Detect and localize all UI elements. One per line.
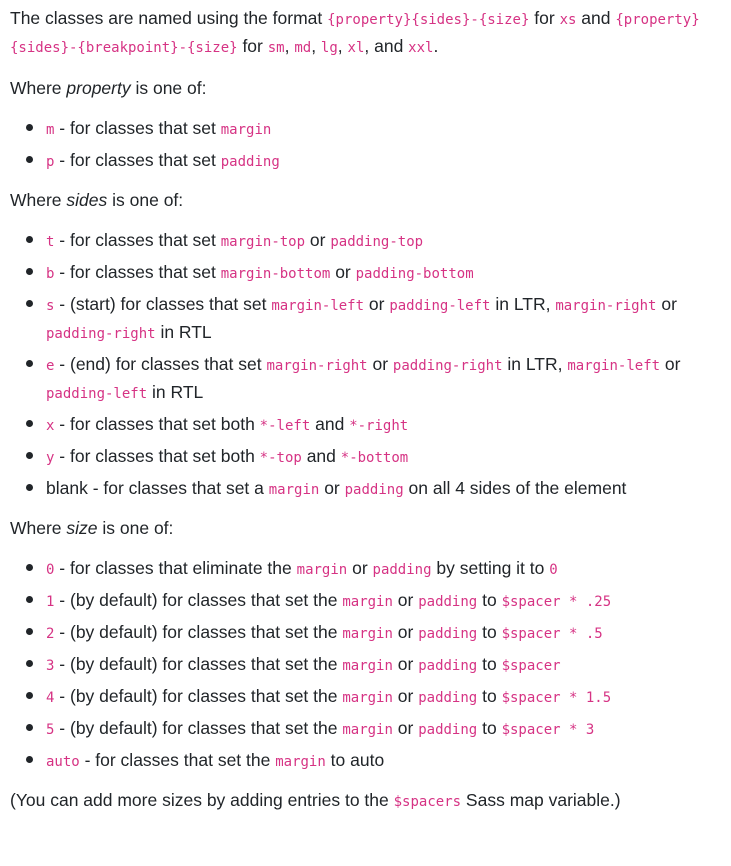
text: blank - for classes that set a: [46, 478, 269, 498]
text: - (start) for classes that set: [54, 294, 272, 314]
code: 5: [46, 722, 55, 738]
text: - for classes that set: [54, 262, 221, 282]
text: or: [367, 354, 393, 374]
text: , and: [364, 36, 409, 56]
code: s: [46, 298, 55, 314]
text: or: [330, 262, 356, 282]
text: is one of:: [97, 518, 174, 538]
breakpoint-code: xs: [559, 12, 577, 28]
text: Where: [10, 518, 67, 538]
emphasis: size: [66, 518, 98, 538]
text: Sass map variable.): [461, 790, 621, 810]
text: for: [529, 8, 560, 28]
list-item: [46, 290, 723, 346]
text: (You can add more sizes by adding entries to the: [10, 790, 394, 810]
text: - for classes that set: [54, 150, 221, 170]
code: e: [46, 358, 55, 374]
text: - (by default) for classes that set the: [54, 654, 343, 674]
text: - for classes that set the: [79, 750, 276, 770]
text: on all 4 sides of the element: [403, 478, 627, 498]
text: The classes are named using the format: [10, 8, 328, 28]
code: padding-left: [389, 298, 491, 314]
list-item: [46, 746, 723, 774]
text: - (end) for classes that set: [54, 354, 267, 374]
text: or: [364, 294, 390, 314]
code: $spacers: [393, 794, 462, 810]
code: padding-top: [330, 234, 424, 250]
breakpoint-code: lg: [320, 40, 338, 56]
text: by setting it to: [431, 558, 550, 578]
code: x: [46, 418, 55, 434]
code: margin-right: [555, 298, 657, 314]
list-item: [46, 586, 723, 614]
text: - for classes that set both: [54, 446, 260, 466]
code: margin: [275, 754, 326, 770]
naming-format-paragraph: [10, 4, 723, 60]
breakpoint-code: sm: [267, 40, 285, 56]
code: *-bottom: [340, 450, 409, 466]
list-item: [46, 442, 723, 470]
list-item: [46, 554, 723, 582]
text: to: [477, 590, 502, 610]
code: margin-bottom: [220, 266, 331, 282]
text: Where: [10, 78, 67, 98]
code: $spacer * .25: [501, 594, 612, 610]
text: - for classes that set: [54, 230, 221, 250]
breakpoint-code: xl: [347, 40, 365, 56]
code: $spacer: [501, 658, 561, 674]
text: in RTL: [147, 382, 204, 402]
text: ,: [337, 36, 348, 56]
breakpoint-code: xxl: [408, 40, 434, 56]
size-list: [10, 554, 723, 774]
code: margin-top: [220, 234, 306, 250]
code: 1: [46, 594, 55, 610]
list-item: [46, 682, 723, 710]
property-list: [10, 114, 723, 174]
text: or: [392, 590, 419, 610]
code: margin: [342, 690, 393, 706]
text: and: [301, 446, 341, 466]
list-item: [46, 258, 723, 286]
footer-note: [10, 786, 723, 814]
text: in RTL: [155, 322, 212, 342]
text: - (by default) for classes that set the: [54, 718, 343, 738]
text: - (by default) for classes that set the: [54, 622, 343, 642]
code: 3: [46, 658, 55, 674]
format-code: {property}{sides}-{size}: [327, 12, 530, 28]
text: or: [392, 718, 419, 738]
code: $spacer * .5: [501, 626, 603, 642]
text: - (by default) for classes that set the: [54, 686, 343, 706]
code: auto: [46, 754, 80, 770]
text: or: [319, 478, 345, 498]
format-code: {property}{sides}-{breakpoint}-{size}: [10, 12, 700, 56]
size-heading: [10, 514, 723, 542]
text: ,: [311, 36, 321, 56]
list-item: [46, 650, 723, 678]
text: ,: [284, 36, 295, 56]
code: margin: [342, 626, 393, 642]
code: margin-right: [266, 358, 368, 374]
code: y: [46, 450, 55, 466]
list-item: [46, 114, 723, 142]
code: padding-bottom: [355, 266, 474, 282]
emphasis: sides: [66, 190, 108, 210]
code: padding: [372, 562, 432, 578]
text: or: [305, 230, 331, 250]
code: $spacer * 1.5: [501, 690, 612, 706]
code: padding: [220, 154, 280, 170]
sides-list: [10, 226, 723, 502]
code: padding: [418, 594, 478, 610]
code: padding: [344, 482, 404, 498]
code: *-right: [349, 418, 409, 434]
text: or: [660, 354, 681, 374]
code: padding: [418, 690, 478, 706]
text: or: [656, 294, 677, 314]
code: 0: [549, 562, 558, 578]
emphasis: property: [66, 78, 131, 98]
code: m: [46, 122, 55, 138]
property-heading: [10, 74, 723, 102]
text: is one of:: [130, 78, 207, 98]
code: padding: [418, 626, 478, 642]
list-item: [46, 146, 723, 174]
list-item: [46, 714, 723, 742]
code: b: [46, 266, 55, 282]
text: or: [392, 622, 419, 642]
code: t: [46, 234, 55, 250]
breakpoint-code: md: [294, 40, 312, 56]
code: padding-right: [392, 358, 503, 374]
code: padding-left: [46, 386, 148, 402]
code: padding-right: [46, 326, 156, 342]
code: margin: [296, 562, 348, 578]
text: and: [310, 414, 350, 434]
text: .: [433, 36, 439, 56]
text: - for classes that set both: [54, 414, 260, 434]
sides-heading: [10, 186, 723, 214]
code: 2: [46, 626, 55, 642]
code: margin-left: [271, 298, 365, 314]
code: p: [46, 154, 55, 170]
list-item: [46, 226, 723, 254]
text: in LTR,: [502, 354, 568, 374]
text: for: [237, 36, 268, 56]
code: $spacer * 3: [501, 722, 595, 738]
text: to: [477, 654, 502, 674]
text: to: [477, 718, 502, 738]
text: in LTR,: [490, 294, 556, 314]
code: *-top: [259, 450, 302, 466]
text: or: [392, 654, 419, 674]
text: - for classes that set: [54, 118, 221, 138]
code: margin: [268, 482, 320, 498]
list-item: [46, 350, 723, 406]
code: 0: [46, 562, 55, 578]
code: margin: [342, 658, 393, 674]
text: to: [477, 622, 502, 642]
list-item: [46, 410, 723, 438]
code: margin: [220, 122, 272, 138]
code: 4: [46, 690, 55, 706]
text: or: [347, 558, 373, 578]
code: *-left: [259, 418, 311, 434]
text: - (by default) for classes that set the: [54, 590, 343, 610]
text: - for classes that eliminate the: [54, 558, 297, 578]
text: to: [477, 686, 502, 706]
list-item: [46, 474, 723, 502]
list-item: [46, 618, 723, 646]
code: margin: [342, 594, 393, 610]
text: is one of:: [107, 190, 184, 210]
text: and: [576, 8, 616, 28]
text: Where: [10, 190, 67, 210]
text: or: [392, 686, 419, 706]
code: margin-left: [567, 358, 661, 374]
code: margin: [342, 722, 393, 738]
code: padding: [418, 658, 478, 674]
code: padding: [418, 722, 478, 738]
text: to auto: [325, 750, 385, 770]
